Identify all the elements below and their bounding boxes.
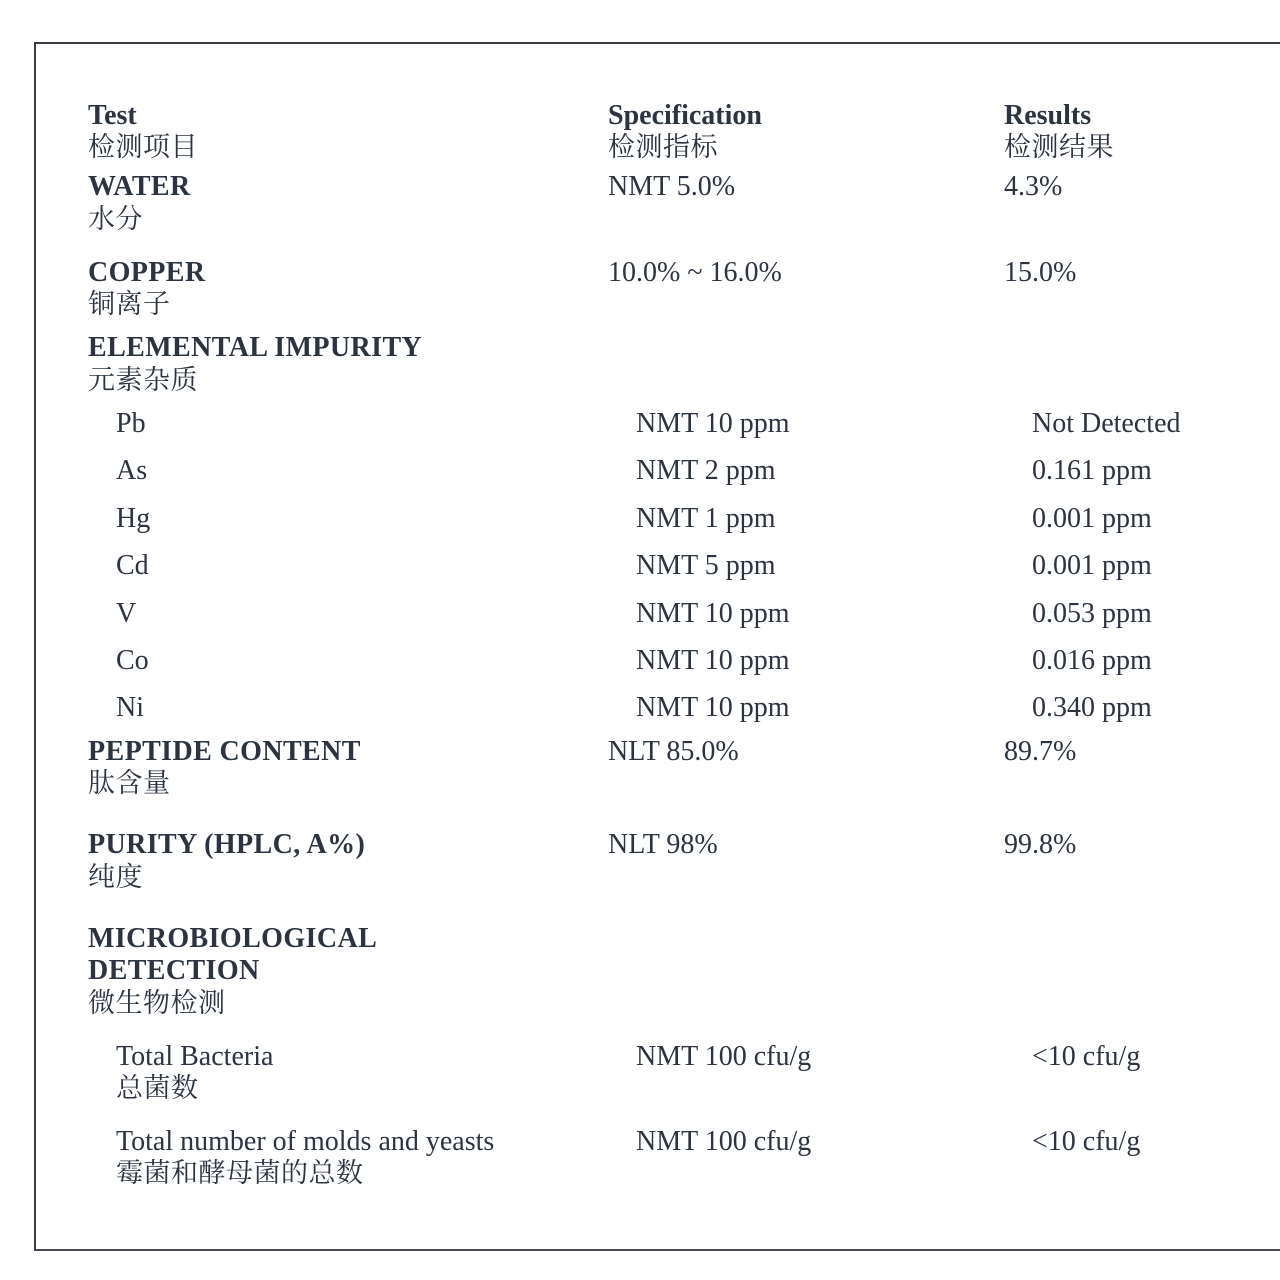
- cell-result-co: [1032, 645, 1280, 677]
- cell-spec-pb: [636, 408, 1032, 440]
- element-symbol: Ni: [116, 692, 144, 724]
- test-name-en: WATER: [88, 171, 191, 203]
- row-gap: [88, 1106, 1278, 1126]
- row-gap: [88, 584, 1278, 598]
- spec-value: NMT 100 cfu/g: [636, 1126, 812, 1157]
- cell-test-cd: [88, 550, 636, 582]
- header-cell-results: [1004, 100, 1278, 165]
- row-gap: [88, 237, 1278, 257]
- result-value: Not Detected: [1032, 407, 1181, 439]
- result-value: 4.3%: [1004, 171, 1063, 203]
- table-row-copper: [88, 257, 1278, 322]
- header-test-en: Test: [88, 100, 137, 131]
- table-row-pb: [88, 408, 1278, 440]
- cell-test-peptide-content: [88, 736, 608, 801]
- cell-test-copper: [88, 257, 608, 322]
- cell-spec-total-bacteria: [636, 1041, 1032, 1073]
- row-gap: [88, 726, 1278, 736]
- cell-spec-molds-and-yeasts: [636, 1126, 1032, 1158]
- header-spec-en: Specification: [608, 100, 762, 131]
- test-name-cn: 肽含量: [88, 768, 171, 800]
- header-result-en: Results: [1004, 100, 1092, 131]
- cell-result-pb: [1032, 408, 1280, 440]
- cell-spec-hg: [636, 503, 1032, 535]
- spec-value: 10.0% ~ 16.0%: [608, 256, 782, 288]
- cell-test-molds-and-yeasts: [88, 1126, 636, 1191]
- row-gap: [88, 322, 1278, 332]
- table-row-microbiological-detection: [88, 923, 1278, 1021]
- cell-result-molds-and-yeasts: [1032, 1126, 1280, 1158]
- table-row-ni: [88, 692, 1278, 724]
- test-name-en-line1: MICROBIOLOGICAL: [88, 922, 378, 954]
- cell-result-hg: [1032, 503, 1280, 535]
- header-result-cn: 检测结果: [1004, 132, 1114, 164]
- spec-value: NMT 10 ppm: [636, 597, 790, 629]
- row-gap: [88, 895, 1278, 923]
- cell-result-total-bacteria: [1032, 1041, 1280, 1073]
- spec-value: NMT 10 ppm: [636, 692, 790, 724]
- cell-test-total-bacteria: [88, 1041, 636, 1106]
- header-cell-test: [88, 100, 608, 165]
- result-value: 0.053 ppm: [1032, 597, 1152, 629]
- element-symbol: As: [116, 455, 148, 487]
- result-value: <10 cfu/g: [1032, 1126, 1141, 1157]
- cell-result-water: [1004, 171, 1278, 203]
- result-value: 0.161 ppm: [1032, 455, 1152, 487]
- cell-test-co: [88, 645, 636, 677]
- result-value: 0.016 ppm: [1032, 644, 1152, 676]
- cell-result-cd: [1032, 550, 1280, 582]
- cell-spec-water: [608, 171, 1004, 203]
- cell-spec-as: [636, 455, 1032, 487]
- cell-spec-peptide-content: [608, 736, 1004, 768]
- test-name-cn: 纯度: [88, 861, 143, 893]
- result-value: 89.7%: [1004, 735, 1077, 767]
- table-row-peptide-content: [88, 736, 1278, 801]
- test-name-cn: 水分: [88, 203, 143, 235]
- cell-test-ni: [88, 692, 636, 724]
- document-frame: [34, 42, 1280, 1251]
- element-symbol: Co: [116, 644, 149, 676]
- header-cell-specification: [608, 100, 1004, 165]
- cell-test-purity: [88, 829, 608, 894]
- analysis-table: [88, 100, 1278, 1191]
- test-name-en: COPPER: [88, 256, 206, 288]
- row-gap: [88, 398, 1278, 408]
- table-row-molds-and-yeasts: [88, 1126, 1278, 1191]
- cell-spec-copper: [608, 257, 1004, 289]
- element-symbol: Pb: [116, 407, 146, 439]
- row-gap: [88, 801, 1278, 829]
- row-gap: [88, 536, 1278, 550]
- spec-value: NMT 10 ppm: [636, 407, 790, 439]
- spec-value: NMT 5.0%: [608, 171, 736, 203]
- test-name-cn: 元素杂质: [88, 364, 198, 396]
- table-row-hg: [88, 503, 1278, 535]
- result-value: <10 cfu/g: [1032, 1040, 1141, 1072]
- cell-result-v: [1032, 598, 1280, 630]
- test-name-cn: 微生物检测: [88, 987, 226, 1019]
- header-test-cn: 检测项目: [88, 132, 198, 164]
- spec-value: NMT 2 ppm: [636, 455, 776, 487]
- row-gap: [88, 1021, 1278, 1041]
- result-value: 99.8%: [1004, 829, 1077, 861]
- cell-test-as: [88, 455, 636, 487]
- spec-value: NLT 98%: [608, 829, 718, 861]
- cell-test-pb: [88, 408, 636, 440]
- spec-value: NMT 10 ppm: [636, 644, 790, 676]
- test-name-en: Total Bacteria: [116, 1040, 274, 1072]
- test-name-cn: 总菌数: [116, 1073, 199, 1105]
- element-symbol: Hg: [116, 502, 151, 534]
- cell-test-water: [88, 171, 608, 236]
- table-row-cd: [88, 550, 1278, 582]
- row-gap: [88, 631, 1278, 645]
- cell-test-v: [88, 598, 636, 630]
- table-row-v: [88, 598, 1278, 630]
- table-row-total-bacteria: [88, 1041, 1278, 1106]
- spec-value: NLT 85.0%: [608, 735, 739, 767]
- result-value: 0.340 ppm: [1032, 692, 1152, 724]
- test-name-en: ELEMENTAL IMPURITY: [88, 332, 423, 364]
- spec-value: NMT 5 ppm: [636, 550, 776, 582]
- table-row-elemental-impurity: [88, 332, 1278, 397]
- header-spec-cn: 检测指标: [608, 132, 718, 164]
- cell-test-hg: [88, 503, 636, 535]
- test-name-cn: 铜离子: [88, 289, 171, 321]
- result-value: 15.0%: [1004, 256, 1077, 288]
- spec-value: NMT 100 cfu/g: [636, 1040, 812, 1072]
- table-header-row: [88, 100, 1278, 165]
- table-row-as: [88, 455, 1278, 487]
- test-name-en-line2: DETECTION: [88, 955, 260, 987]
- cell-result-peptide-content: [1004, 736, 1278, 768]
- element-symbol: Cd: [116, 550, 149, 582]
- cell-test-elemental-impurity: [88, 332, 608, 397]
- cell-result-ni: [1032, 692, 1280, 724]
- row-gap: [88, 678, 1278, 692]
- table-row-co: [88, 645, 1278, 677]
- cell-test-microbiological-detection: [88, 923, 608, 1021]
- test-name-cn: 霉菌和酵母菌的总数: [116, 1158, 364, 1190]
- cell-result-copper: [1004, 257, 1278, 289]
- cell-result-as: [1032, 455, 1280, 487]
- cell-spec-purity: [608, 829, 1004, 861]
- result-value: 0.001 ppm: [1032, 550, 1152, 582]
- cell-spec-ni: [636, 692, 1032, 724]
- cell-spec-cd: [636, 550, 1032, 582]
- test-name-en: PEPTIDE CONTENT: [88, 735, 361, 767]
- element-symbol: V: [116, 597, 137, 629]
- cell-spec-co: [636, 645, 1032, 677]
- test-name-en: Total number of molds and yeasts: [116, 1126, 495, 1157]
- result-value: 0.001 ppm: [1032, 502, 1152, 534]
- spec-value: NMT 1 ppm: [636, 502, 776, 534]
- cell-result-purity: [1004, 829, 1278, 861]
- row-gap: [88, 489, 1278, 503]
- table-row-purity: [88, 829, 1278, 894]
- table-row-water: [88, 171, 1278, 236]
- test-name-en: PURITY (HPLC, A%): [88, 829, 366, 861]
- cell-spec-v: [636, 598, 1032, 630]
- row-gap: [88, 441, 1278, 455]
